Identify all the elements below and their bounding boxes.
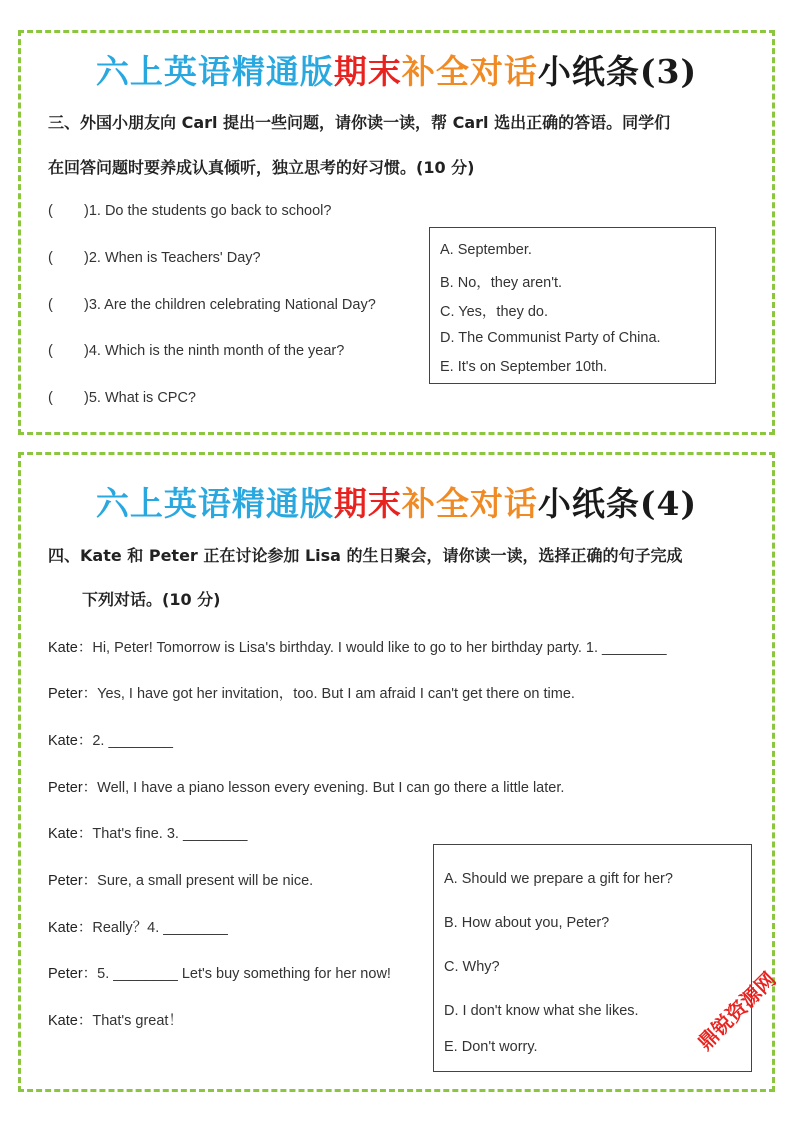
question-1 bbox=[48, 203, 331, 219]
section-3-option-e: E. It's on September 10th. bbox=[440, 359, 608, 375]
question-4-text: )4. Which is the ninth month of the year? bbox=[84, 343, 345, 359]
speaker: Kate bbox=[48, 920, 78, 936]
dialogue-text: ：That's great！ bbox=[77, 1013, 183, 1029]
dialogue-line-2 bbox=[48, 682, 575, 703]
section-4-instruction-line-1: 四、Kate 和 Peter 正在讨论参加 Lisa 的生日聚会，请你读一读，选择正确的句子完成 bbox=[48, 546, 683, 565]
dialogue-line-7 bbox=[48, 916, 228, 937]
question-1-text: )1. Do the students go back to school? bbox=[84, 203, 332, 219]
section-4-option-e: E. Don't worry. bbox=[444, 1039, 538, 1055]
dialogue-line-8 bbox=[48, 962, 391, 983]
title-part-1: 六上英语精通版 bbox=[95, 484, 334, 523]
section-3-instruction-line-1: 三、外国小朋友向 Carl 提出一些问题，请你读一读，帮 Carl 选出正确的答语。同学们 bbox=[48, 113, 671, 132]
watermark: 鼎锐资源网 bbox=[692, 967, 781, 1055]
speaker: Peter bbox=[48, 686, 83, 702]
dialogue-text: ：Yes, I have got her invitation，too. But I am afraid I can't get there on time. bbox=[82, 686, 575, 702]
dialogue-line-5 bbox=[48, 822, 247, 843]
section-3-option-c: C. Yes，they do. bbox=[440, 304, 549, 320]
section-4-option-c: C. Why? bbox=[444, 959, 500, 975]
question-4 bbox=[48, 343, 344, 359]
section-4-option-a: A. Should we prepare a gift for her? bbox=[444, 871, 673, 887]
dialogue-line-1 bbox=[48, 636, 667, 657]
title-part-2: 期末 bbox=[333, 484, 402, 523]
title-part-4: 小纸条(4) bbox=[537, 484, 698, 523]
section-3-instruction-line-2: 在回答问题时要养成认真倾听，独立思考的好习惯。(10 分) bbox=[48, 158, 475, 177]
question-2-text: )2. When is Teachers' Day? bbox=[84, 250, 261, 266]
speaker: Kate bbox=[48, 733, 78, 749]
question-5 bbox=[48, 390, 196, 406]
dialogue-line-3 bbox=[48, 729, 173, 750]
dialogue-line-9 bbox=[48, 1009, 183, 1030]
section-3-title bbox=[0, 46, 793, 93]
title-part-4: 小纸条(3) bbox=[537, 52, 698, 91]
question-2 bbox=[48, 250, 261, 266]
speaker: Kate bbox=[48, 826, 78, 842]
speaker: Peter bbox=[48, 966, 83, 982]
dialogue-text: ：2. ________ bbox=[77, 733, 173, 749]
dialogue-text: ：Hi, Peter! Tomorrow is Lisa's birthday. I would like to go to her birthday party. 1. ________ bbox=[77, 640, 667, 656]
question-2-paren: ( bbox=[48, 250, 53, 266]
speaker: Peter bbox=[48, 780, 83, 796]
dialogue-line-6 bbox=[48, 869, 313, 890]
section-3-option-a: A. September. bbox=[440, 242, 532, 258]
section-4-option-b: B. How about you, Peter? bbox=[444, 915, 610, 931]
title-part-3: 补全对话 bbox=[401, 52, 538, 91]
question-5-paren: ( bbox=[48, 390, 53, 406]
question-3 bbox=[48, 297, 376, 313]
section-4-title bbox=[0, 478, 793, 525]
title-part-3: 补全对话 bbox=[401, 484, 538, 523]
question-3-paren: ( bbox=[48, 297, 53, 313]
dialogue-line-4 bbox=[48, 776, 564, 797]
section-4-option-d: D. I don't know what she likes. bbox=[444, 1003, 639, 1019]
question-5-text: )5. What is CPC? bbox=[84, 390, 196, 406]
title-part-1: 六上英语精通版 bbox=[95, 52, 334, 91]
dialogue-text: ：5. ________ Let's buy something for her now! bbox=[82, 966, 391, 982]
question-4-paren: ( bbox=[48, 343, 53, 359]
dialogue-text: ：Well, I have a piano lesson every evening. But I can go there a little later. bbox=[82, 780, 565, 796]
speaker: Peter bbox=[48, 873, 83, 889]
question-3-text: )3. Are the children celebrating National Day? bbox=[84, 297, 376, 313]
section-4-instruction-line-2: 下列对话。(10 分) bbox=[82, 590, 221, 609]
dialogue-text: ：Really？4. ________ bbox=[77, 920, 228, 936]
dialogue-text: ：Sure, a small present will be nice. bbox=[82, 873, 314, 889]
speaker: Kate bbox=[48, 640, 78, 656]
section-3-option-b: B. No，they aren't. bbox=[440, 275, 563, 291]
question-1-paren: ( bbox=[48, 203, 53, 219]
title-part-2: 期末 bbox=[333, 52, 402, 91]
section-3-option-d: D. The Communist Party of China. bbox=[440, 330, 661, 346]
speaker: Kate bbox=[48, 1013, 78, 1029]
dialogue-text: ：That's fine. 3. ________ bbox=[77, 826, 248, 842]
